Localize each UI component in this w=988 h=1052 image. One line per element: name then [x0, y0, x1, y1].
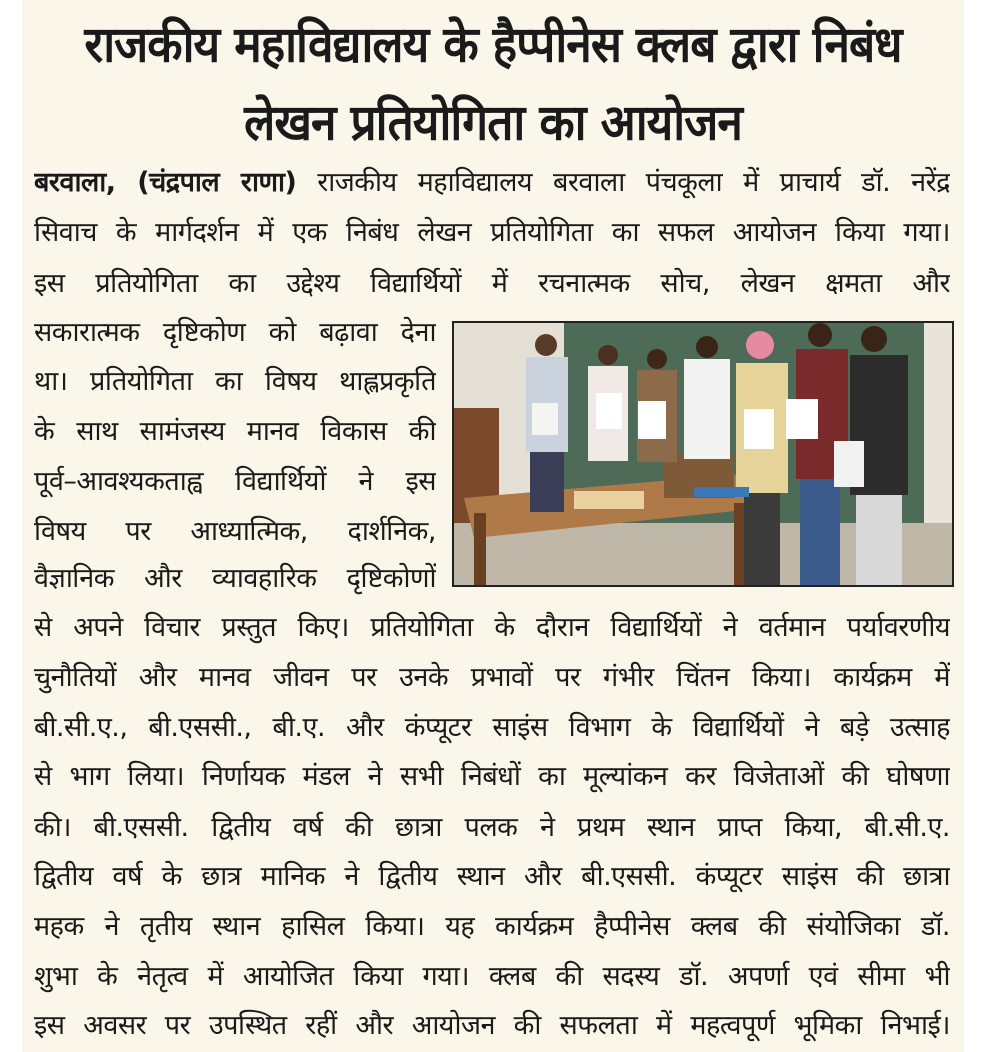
article-line: द्वितीय वर्ष के छात्र मानिक ने द्वितीय स्थान और बी.एससी. कंप्यूटर साइंस की छात्रा — [34, 861, 950, 892]
article-line-1 — [34, 162, 950, 204]
article-line: के साथ सामंजस्य मानव विकास की — [34, 416, 436, 447]
article-line: वैज्ञानिक और व्यावहारिक दृष्टिकोणों — [34, 563, 436, 594]
article-line: शुभा के नेतृत्व में आयोजित किया गया। क्लब की सदस्य डॉ. अपर्णा एवं सीमा भी — [34, 961, 950, 992]
article-line: चुनौतियों और मानव जीवन पर उनके प्रभावों पर गंभीर चिंतन किया। कार्यक्रम में — [34, 662, 950, 693]
article-line: सकारात्मक दृष्टिकोण को बढ़ावा देना — [34, 317, 436, 348]
article-line: से भाग लिया। निर्णायक मंडल ने सभी निबंधों का मूल्यांकन कर विजेताओं की घोषणा — [34, 761, 950, 792]
article-line: की। बी.एससी. द्वितीय वर्ष की छात्रा पलक ने प्रथम स्थान प्राप्त किया, बी.सी.ए. — [34, 812, 950, 843]
person-1 — [526, 334, 568, 512]
article-line: सिवाच के मार्गदर्शन में एक निबंध लेखन प्रतियोगिता का सफल आयोजन किया गया। — [34, 217, 950, 248]
article-line: से अपने विचार प्रस्तुत किए। प्रतियोगिता के दौरान विद्यार्थियों ने वर्तमान पर्यावरणीय — [34, 612, 950, 643]
event-photo-illustration — [454, 323, 952, 585]
article-line-1-text: राजकीय महाविद्यालय बरवाला पंचकूला में प्राचार्य डॉ. नरेंद्र — [296, 167, 950, 198]
article-line: था। प्रतियोगिता का विषय थाह्लप्रकृति — [34, 366, 436, 397]
article-line: पूर्व–आवश्यकताह्व विद्यार्थियों ने इस — [34, 466, 436, 497]
article-line: इस अवसर पर उपस्थित रहीं और आयोजन की सफलता में महत्वपूर्ण भूमिका निभाई। — [34, 1010, 950, 1041]
headline-line-1: राजकीय महाविद्यालय के हैप्पीनेस क्लब द्वारा निबंध — [84, 14, 902, 74]
dateline: बरवाला, (चंद्रपाल राणा) — [34, 167, 297, 198]
article-line: विषय पर आध्यात्मिक, दार्शनिक, — [34, 516, 436, 547]
headline-line-2: लेखन प्रतियोगिता का आयोजन — [244, 92, 742, 152]
article-line: इस प्रतियोगिता का उद्देश्य विद्यार्थियों में रचनात्मक सोच, लेखन क्षमता और — [34, 268, 950, 299]
article-line: बी.सी.ए., बी.एससी., बी.ए. और कंप्यूटर साइंस विभाग के विद्यार्थियों ने बड़े उत्साह — [34, 712, 950, 743]
article-line: महक ने तृतीय स्थान हासिल किया। यह कार्यक्रम हैप्पीनेस क्लब की संयोजिका डॉ. — [34, 911, 950, 942]
newspaper-clipping — [22, 0, 964, 1052]
event-photo — [452, 321, 954, 587]
